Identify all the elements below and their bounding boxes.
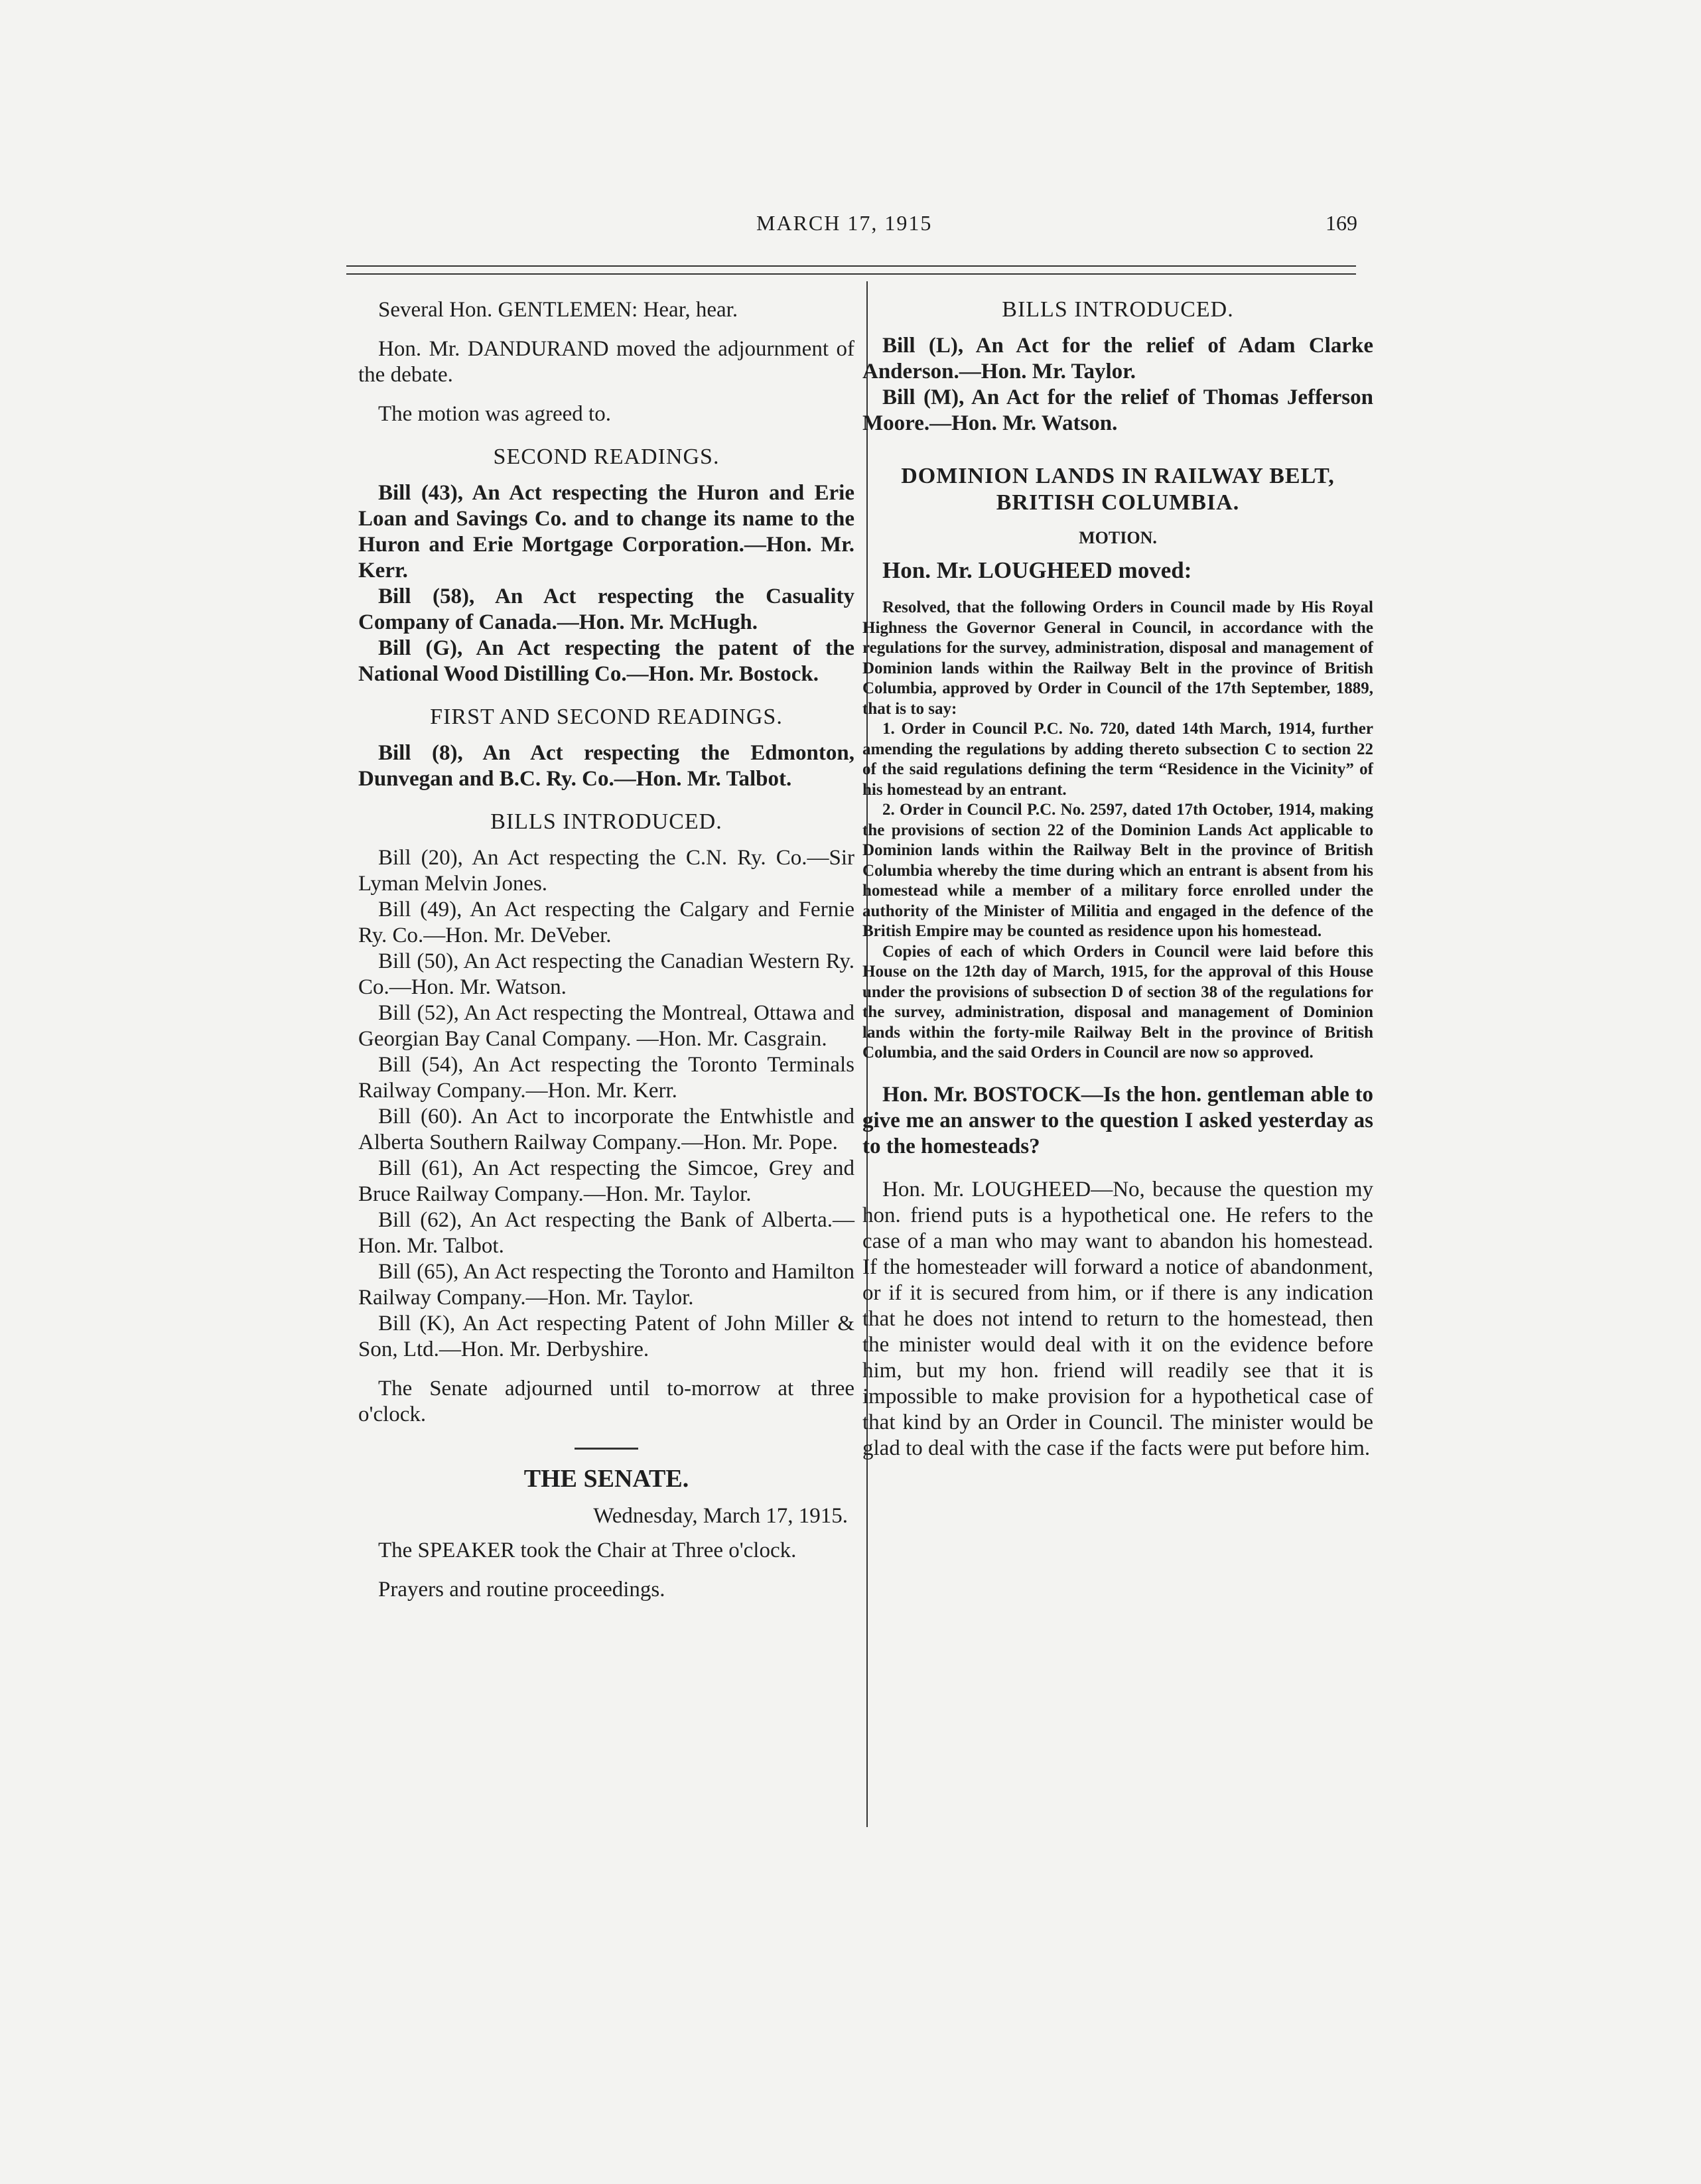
header-rule: [346, 265, 1356, 267]
paragraph: Hon. Mr. DANDURAND moved the adjournment of the debate.: [358, 337, 854, 387]
section-heading: BILLS INTRODUCED.: [1002, 297, 1234, 322]
bill-entry: Bill (54), An Act respecting the Toronto Terminals Railway Company.—Hon. Mr. Kerr.: [358, 1053, 854, 1103]
paragraph: Several Hon. GENTLEMEN: Hear, hear.: [378, 298, 738, 322]
paragraph: Hon. Mr. LOUGHEED—No, because the question my hon. friend puts is a hypothetical one. He refers to the case of a man who may want to abandon his homestead. If the homesteader will forward a notice of abandonment, or if it is secured from him, or if there is any indication that he does not intend to return to the homestead, then the minister would deal with it on the evidence before him, but my hon. friend will readily see that it is impossible to make provision for a hypothetical case of that kind by an Order in Council. The minister would be glad to deal with the case if the facts were put before him.: [862, 1177, 1373, 1460]
bill-entry: Bill (M), An Act for the relief of Thomas Jefferson Moore.—Hon. Mr. Watson.: [862, 385, 1373, 435]
paragraph: The motion was agreed to.: [378, 402, 611, 426]
bill-entry: Bill (60). An Act to incorporate the Entwhistle and Alberta Southern Railway Company.—Hon. Mr. Pope.: [358, 1105, 854, 1154]
order-in-council: 1. Order in Council P.C. No. 720, dated 14th March, 1914, further amending the regulations by adding thereto subsection C to section 22 of the said regulations defining the term “Residence in the Vicinity” of his homestead by an entrant.: [862, 720, 1373, 799]
section-heading: SECOND READINGS.: [493, 444, 720, 469]
bill-entry: Bill (58), An Act respecting the Casuality Company of Canada.—Hon. Mr. McHugh.: [358, 584, 854, 634]
bill-entry: Bill (G), An Act respecting the patent of the National Wood Distilling Co.—Hon. Mr. Bostock.: [358, 636, 854, 686]
bill-entry: Bill (L), An Act for the relief of Adam Clarke Anderson.—Hon. Mr. Taylor.: [862, 334, 1373, 383]
paragraph: The Senate adjourned until to-morrow at three o'clock.: [358, 1377, 854, 1426]
section-heading: BILLS INTRODUCED.: [490, 809, 722, 834]
bill-entry: Bill (62), An Act respecting the Bank of Alberta.—Hon. Mr. Talbot.: [358, 1208, 854, 1258]
paragraph: Hon. Mr. LOUGHEED moved:: [882, 557, 1192, 583]
header-rule-double: [346, 273, 1356, 275]
left-column: [358, 297, 854, 1603]
right-column: [862, 297, 1373, 1462]
sitting-title: THE SENATE.: [523, 1465, 689, 1493]
subsection-heading: MOTION.: [1079, 528, 1157, 547]
bill-entry: Bill (43), An Act respecting the Huron and Erie Loan and Savings Co. and to change its name to the Huron and Erie Mortgage Corporation.—Hon. Mr. Kerr.: [358, 481, 854, 582]
paragraph: Hon. Mr. BOSTOCK—Is the hon. gentleman able to give me an answer to the question I asked yesterday as to the homesteads?: [862, 1082, 1373, 1158]
page-number: 169: [1326, 211, 1357, 235]
bill-entry: Bill (20), An Act respecting the C.N. Ry. Co.—Sir Lyman Melvin Jones.: [358, 846, 854, 896]
sitting-date: Wednesday, March 17, 1915.: [593, 1504, 848, 1528]
bill-entry: Bill (K), An Act respecting Patent of John Miller & Son, Ltd.—Hon. Mr. Derbyshire.: [358, 1312, 854, 1361]
order-in-council: 2. Order in Council P.C. No. 2597, dated 17th October, 1914, making the provisions of section 22 of the Dominion Lands Act applicable to Dominion lands within the Railway Belt in the province of British Columbia whereby the time during which an entrant is absent from his homestead while a member of a military force enrolled under the authority of the Minister of Militia and engaged in the defence of the British Empire may be counted as residence upon his homestead.: [862, 801, 1373, 940]
resolution-text: Resolved, that the following Orders in Council made by His Royal Highness the Governor General in Council, in accordance with the regulations for the survey, administration, disposal and management of Dominion lands within the Railway Belt in the province of British Columbia, approved by Order in Council of the 17th September, 1889, that is to say:: [862, 598, 1373, 718]
bill-entry: Bill (49), An Act respecting the Calgary and Fernie Ry. Co.—Hon. Mr. DeVeber.: [358, 898, 854, 947]
bill-entry: Bill (8), An Act respecting the Edmonton, Dunvegan and B.C. Ry. Co.—Hon. Mr. Talbot.: [358, 741, 854, 791]
page-date: MARCH 17, 1915: [756, 211, 933, 235]
paragraph: Prayers and routine proceedings.: [378, 1578, 665, 1602]
section-divider: [575, 1448, 638, 1450]
bill-entry: Bill (61), An Act respecting the Simcoe, Grey and Bruce Railway Company.—Hon. Mr. Taylor.: [358, 1156, 854, 1206]
bill-entry: Bill (52), An Act respecting the Montreal, Ottawa and Georgian Bay Canal Company. —Hon. Mr. Casgrain.: [358, 1001, 854, 1051]
running-head: [0, 211, 1701, 251]
bill-entry: Bill (65), An Act respecting the Toronto and Hamilton Railway Company.—Hon. Mr. Taylor.: [358, 1260, 854, 1310]
paragraph: The SPEAKER took the Chair at Three o'clock.: [378, 1538, 797, 1562]
section-heading: FIRST AND SECOND READINGS.: [430, 705, 783, 729]
paragraph: Copies of each of which Orders in Council were laid before this House on the 12th day of March, 1915, for the approval of this House under the provisions of subsection D of section 38 of the regulations for the survey, administration, disposal and management of Dominion lands within the forty-mile Railway Belt in the province of British Columbia, and the said Orders in Council are now so approved.: [862, 942, 1373, 1061]
bill-entry: Bill (50), An Act respecting the Canadian Western Ry. Co.—Hon. Mr. Watson.: [358, 949, 854, 999]
section-heading: DOMINION LANDS IN RAILWAY BELT, BRITISH COLUMBIA.: [901, 464, 1335, 515]
